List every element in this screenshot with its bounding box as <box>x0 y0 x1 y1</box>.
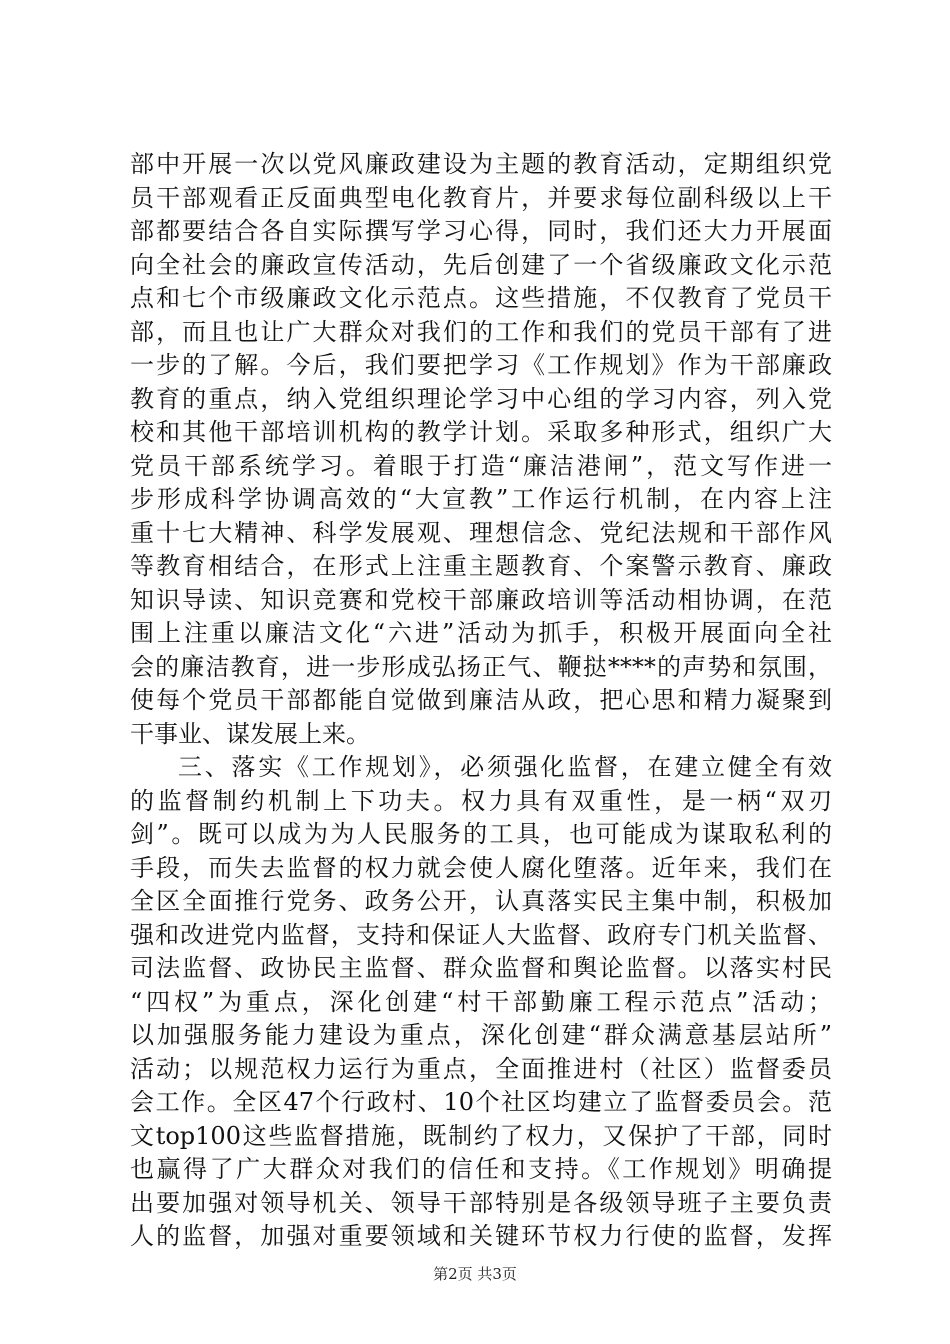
text-line: 一步的了解。今后，我们要把学习《工作规划》作为干部廉政 <box>130 351 832 379</box>
text-line: 知识导读、知识竞赛和党校干部廉政培训等活动相协调，在范 <box>130 585 832 614</box>
text-line: 使每个党员干部都能自觉做到廉洁从政，把心思和精力凝聚到 <box>130 686 832 714</box>
text-line: 全区全面推行党务、政务公开，认真落实民主集中制，积极加 <box>130 887 832 915</box>
text-line: 围上注重以廉洁文化“六进”活动为抓手，积极开展面向全社 <box>130 619 832 647</box>
page-number-footer: 第2页 共3页 <box>433 1265 517 1283</box>
text-line: 员干部观看正反面典型电化教育片，并要求每位副科级以上干 <box>130 183 832 212</box>
text-line: “四权”为重点，深化创建“村干部勤廉工程示范点”活动； <box>130 987 832 1016</box>
paragraph-start-line: 三、落实《工作规划》，必须强化监督，在建立健全有效 <box>178 753 832 781</box>
text-line: 强和改进党内监督，支持和保证人大监督、政府专门机关监督、 <box>130 920 832 949</box>
text-line: 等教育相结合，在形式上注重主题教育、个案警示教育、廉政 <box>130 552 832 580</box>
text-line: 点和七个市级廉政文化示范点。这些措施，不仅教育了党员干 <box>130 284 832 312</box>
text-line: 部，而且也让广大群众对我们的工作和我们的党员干部有了进 <box>130 317 832 346</box>
text-line: 教育的重点，纳入党组织理论学习中心组的学习内容，列入党 <box>130 384 832 413</box>
text-line: 剑”。既可以成为为人民服务的工具，也可能成为谋取私利的 <box>130 820 832 848</box>
text-line: 司法监督、政协民主监督、群众监督和舆论监督。以落实村民 <box>130 954 832 982</box>
text-line: 出要加强对领导机关、领导干部特别是各级领导班子主要负责 <box>130 1188 832 1217</box>
text-line: 步形成科学协调高效的“大宣教”工作运行机制，在内容上注 <box>130 485 832 513</box>
text-line: 党员干部系统学习。着眼于打造“廉洁港闸”，范文写作进一 <box>130 451 832 480</box>
text-line: 校和其他干部培训机构的教学计划。采取多种形式，组织广大 <box>130 418 832 446</box>
text-line: 手段，而失去监督的权力就会使人腐化堕落。近年来，我们在 <box>130 853 832 882</box>
text-line: 人的监督，加强对重要领域和关键环节权力行使的监督，发挥 <box>130 1222 832 1250</box>
text-line: 向全社会的廉政宣传活动，先后创建了一个省级廉政文化示范 <box>130 250 832 279</box>
text-line: 的监督制约机制上下功夫。权力具有双重性，是一柄“双刃 <box>130 786 832 815</box>
text-line: 部都要结合各自实际撰写学习心得，同时，我们还大力开展面 <box>130 217 832 245</box>
text-line: 重十七大精神、科学发展观、理想信念、党纪法规和干部作风 <box>130 518 832 547</box>
text-line: 会的廉洁教育，进一步形成弘扬正气、鞭挞****的声势和氛围， <box>130 652 832 681</box>
text-line: 也赢得了广大群众对我们的信任和支持。《工作规划》明确提 <box>130 1155 832 1183</box>
text-line: 以加强服务能力建设为重点，深化创建“群众满意基层站所” <box>130 1021 832 1049</box>
document-body <box>130 148 832 1254</box>
text-line: 会工作。全区47个行政村、10个社区均建立了监督委员会。范 <box>130 1088 832 1116</box>
text-line: 文top100这些监督措施，既制约了权力，又保护了干部，同时 <box>130 1121 832 1150</box>
text-line: 活动；以规范权力运行为重点，全面推进村（社区）监督委员 <box>130 1054 832 1083</box>
text-line: 干事业、谋发展上来。 <box>130 719 370 748</box>
text-line: 部中开展一次以党风廉政建设为主题的教育活动，定期组织党 <box>130 150 832 178</box>
